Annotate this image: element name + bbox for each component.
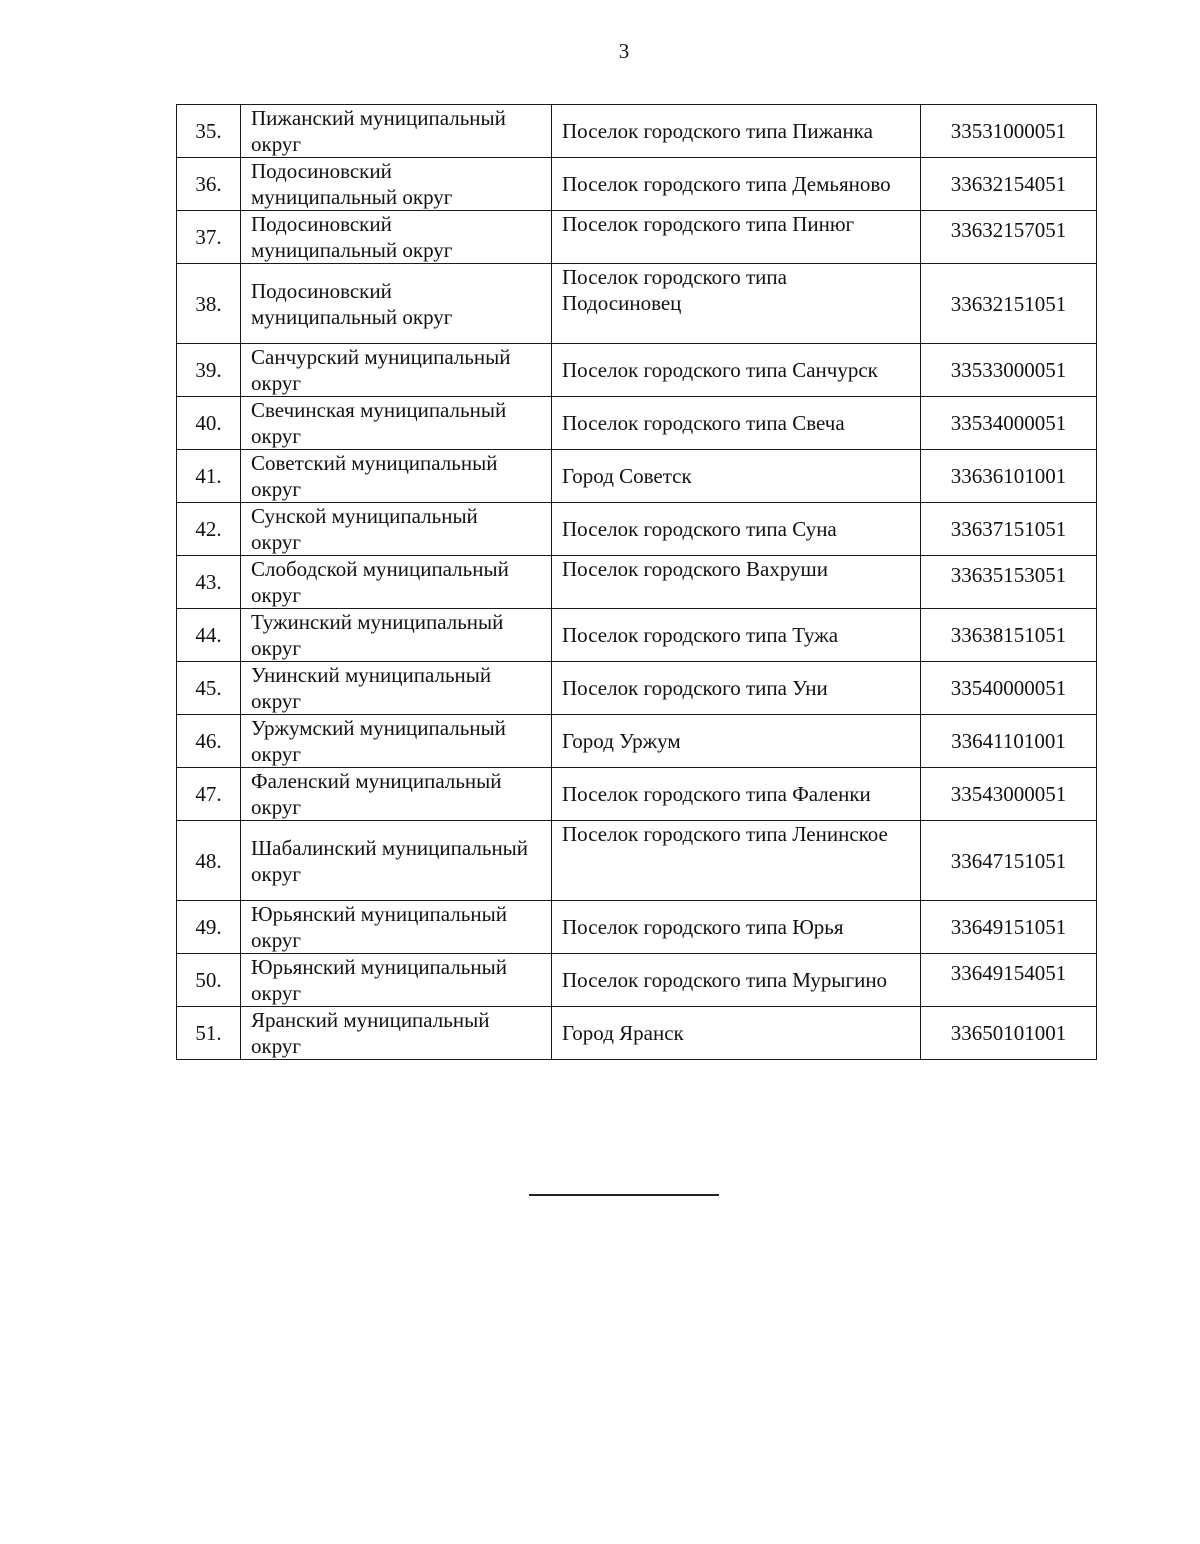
oktmo-code: 33632157051 xyxy=(950,218,1067,242)
row-number-cell: 36. xyxy=(177,158,241,211)
district-cell xyxy=(241,450,552,503)
row-number-cell: 48. xyxy=(177,821,241,901)
settlement-cell xyxy=(552,1007,921,1060)
settlement-cell xyxy=(552,450,921,503)
district-name: Шабалинский муниципальный округ xyxy=(251,835,529,886)
district-name: Подосиновский муниципальный округ xyxy=(251,278,453,329)
table-row xyxy=(177,821,1097,901)
settlement-name: Поселок городского типа Свеча xyxy=(562,411,845,435)
district-cell xyxy=(241,556,552,609)
settlement-cell xyxy=(552,503,921,556)
district-cell xyxy=(241,609,552,662)
table-row xyxy=(177,901,1097,954)
settlement-cell xyxy=(552,609,921,662)
district-name: Юрьянский муниципальный округ xyxy=(251,955,507,1005)
settlement-cell xyxy=(552,158,921,211)
settlement-name: Поселок городского типа Суна xyxy=(562,517,837,541)
settlement-cell xyxy=(552,768,921,821)
oktmo-code: 33637151051 xyxy=(950,517,1067,541)
table-row xyxy=(177,211,1097,264)
district-cell xyxy=(241,105,552,158)
district-cell xyxy=(241,768,552,821)
row-number-cell: 49. xyxy=(177,901,241,954)
settlement-cell xyxy=(552,105,921,158)
settlement-cell xyxy=(552,901,921,954)
district-cell xyxy=(241,715,552,768)
oktmo-code-cell xyxy=(921,715,1097,768)
oktmo-code-cell xyxy=(921,662,1097,715)
row-number-cell: 43. xyxy=(177,556,241,609)
oktmo-code-cell xyxy=(921,397,1097,450)
settlement-name: Поселок городского типа Санчурск xyxy=(562,358,878,382)
row-number-cell: 37. xyxy=(177,211,241,264)
oktmo-code: 33650101001 xyxy=(950,1021,1067,1045)
row-number-cell: 50. xyxy=(177,954,241,1007)
district-name: Сунской муниципальный округ xyxy=(251,504,478,554)
oktmo-code-cell xyxy=(921,768,1097,821)
oktmo-code-cell xyxy=(921,954,1097,1007)
district-name: Унинский муниципальный округ xyxy=(251,663,492,713)
row-number-cell: 35. xyxy=(177,105,241,158)
oktmo-code: 33647151051 xyxy=(950,848,1067,873)
table-row xyxy=(177,344,1097,397)
row-number-cell: 40. xyxy=(177,397,241,450)
oktmo-code-cell xyxy=(921,105,1097,158)
table-row xyxy=(177,158,1097,211)
table-row xyxy=(177,1007,1097,1060)
district-name: Санчурский муниципальный округ xyxy=(251,345,511,395)
oktmo-code: 33636101001 xyxy=(950,464,1067,488)
oktmo-code-cell xyxy=(921,344,1097,397)
settlement-name: Город Яранск xyxy=(562,1021,684,1045)
settlement-cell xyxy=(552,662,921,715)
page-number: 3 xyxy=(618,39,630,63)
table-row xyxy=(177,954,1097,1007)
table-row xyxy=(177,503,1097,556)
settlement-name: Поселок городского типа Пижанка xyxy=(562,119,873,143)
settlement-name: Город Советск xyxy=(562,464,692,488)
settlement-name: Поселок городского типа Юрья xyxy=(562,915,844,939)
oktmo-code: 33632154051 xyxy=(950,172,1067,196)
settlement-name: Поселок городского типа Уни xyxy=(562,676,828,700)
oktmo-code: 33649151051 xyxy=(950,915,1067,939)
district-cell xyxy=(241,264,552,344)
table-row xyxy=(177,397,1097,450)
district-name: Тужинский муниципальный округ xyxy=(251,610,504,660)
table-row xyxy=(177,662,1097,715)
district-cell xyxy=(241,1007,552,1060)
row-number-cell: 38. xyxy=(177,264,241,344)
settlement-name: Поселок городского типа Подосиновец xyxy=(562,265,787,315)
settlements-table xyxy=(176,104,1097,1060)
district-name: Яранский муниципальный округ xyxy=(251,1008,490,1058)
district-cell xyxy=(241,211,552,264)
settlement-name: Поселок городского типа Тужа xyxy=(562,623,839,647)
settlement-cell xyxy=(552,264,921,344)
oktmo-code-cell xyxy=(921,1007,1097,1060)
oktmo-code: 33649154051 xyxy=(950,961,1067,985)
oktmo-code: 33540000051 xyxy=(950,676,1067,700)
row-number-cell: 47. xyxy=(177,768,241,821)
row-number-cell: 44. xyxy=(177,609,241,662)
district-cell xyxy=(241,344,552,397)
settlement-name: Поселок городского типа Мурыгино xyxy=(562,968,888,992)
settlement-name: Поселок городского типа Фаленки xyxy=(562,782,871,806)
table-row xyxy=(177,450,1097,503)
district-cell xyxy=(241,503,552,556)
oktmo-code-cell xyxy=(921,450,1097,503)
district-cell xyxy=(241,662,552,715)
oktmo-code: 33543000051 xyxy=(950,782,1067,806)
oktmo-code: 33641101001 xyxy=(951,729,1066,753)
district-cell xyxy=(241,397,552,450)
row-number-cell: 51. xyxy=(177,1007,241,1060)
table-row xyxy=(177,105,1097,158)
settlement-cell xyxy=(552,211,921,264)
settlement-cell xyxy=(552,821,921,901)
district-cell xyxy=(241,821,552,901)
table-row xyxy=(177,715,1097,768)
settlement-cell xyxy=(552,715,921,768)
table-row xyxy=(177,768,1097,821)
district-name: Подосиновский муниципальный округ xyxy=(251,212,453,262)
district-name: Советский муниципальный округ xyxy=(251,451,498,501)
district-cell xyxy=(241,901,552,954)
settlement-name: Поселок городского типа Ленинское xyxy=(562,822,888,846)
oktmo-code: 33533000051 xyxy=(950,358,1067,382)
oktmo-code-cell xyxy=(921,264,1097,344)
oktmo-code: 33534000051 xyxy=(950,411,1067,435)
district-name: Подосиновский муниципальный округ xyxy=(251,159,453,209)
district-name: Юрьянский муниципальный округ xyxy=(251,902,507,952)
table-row xyxy=(177,609,1097,662)
district-name: Уржумский муниципальный округ xyxy=(251,716,506,766)
oktmo-code-cell xyxy=(921,556,1097,609)
row-number-cell: 45. xyxy=(177,662,241,715)
table-body xyxy=(177,105,1097,1060)
settlement-cell xyxy=(552,344,921,397)
district-name: Фаленский муниципальный округ xyxy=(251,769,502,819)
district-cell xyxy=(241,158,552,211)
oktmo-code-cell xyxy=(921,503,1097,556)
oktmo-code: 33635153051 xyxy=(950,563,1067,587)
oktmo-code: 33638151051 xyxy=(950,623,1067,647)
row-number-cell: 46. xyxy=(177,715,241,768)
settlement-name: Поселок городского Вахруши xyxy=(562,557,828,581)
oktmo-code-cell xyxy=(921,821,1097,901)
table-row xyxy=(177,556,1097,609)
district-name: Свечинская муниципальный округ xyxy=(251,398,507,448)
settlement-name: Город Уржум xyxy=(562,729,681,753)
closing-separator-line xyxy=(529,1194,719,1196)
district-cell xyxy=(241,954,552,1007)
oktmo-code-cell xyxy=(921,901,1097,954)
district-name: Пижанский муниципальный округ xyxy=(251,106,506,156)
settlement-cell xyxy=(552,397,921,450)
settlement-cell xyxy=(552,556,921,609)
settlement-cell xyxy=(552,954,921,1007)
row-number-cell: 39. xyxy=(177,344,241,397)
row-number-cell: 42. xyxy=(177,503,241,556)
row-number-cell: 41. xyxy=(177,450,241,503)
oktmo-code: 33531000051 xyxy=(950,119,1067,143)
table-row xyxy=(177,264,1097,344)
settlement-name: Поселок городского типа Пинюг xyxy=(562,212,855,236)
oktmo-code: 33632151051 xyxy=(950,291,1067,316)
district-name: Слободской муниципальный округ xyxy=(251,557,509,607)
oktmo-code-cell xyxy=(921,158,1097,211)
oktmo-code-cell xyxy=(921,211,1097,264)
oktmo-code-cell xyxy=(921,609,1097,662)
settlement-name: Поселок городского типа Демьяново xyxy=(562,172,891,196)
